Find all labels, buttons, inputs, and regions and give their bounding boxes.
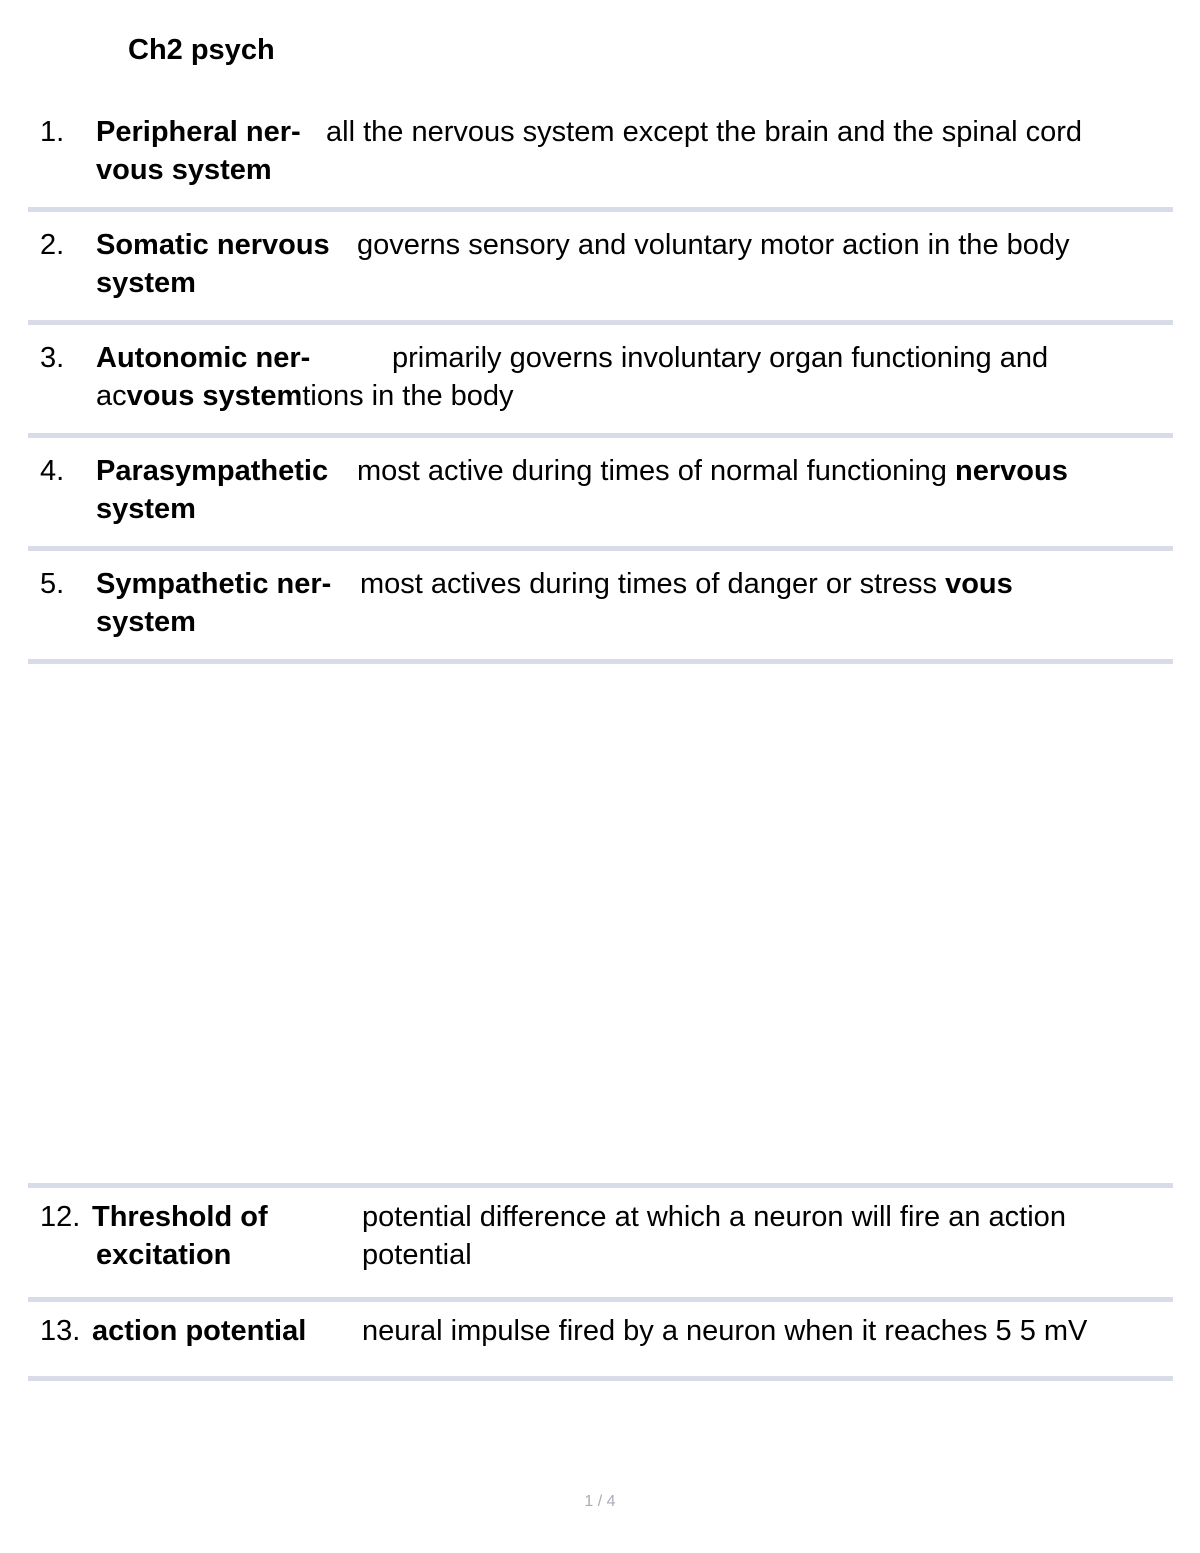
term-name-line-2: vous system: [96, 154, 272, 186]
term-definition-text: most active during times of normal functioning: [357, 455, 947, 487]
term-name-trailing: nervous: [955, 455, 1068, 487]
term-number: 3.: [40, 342, 65, 374]
term-definition-fragment: tions in the body: [302, 380, 514, 412]
term-name-line-2: system: [96, 267, 196, 299]
term-definition-fragment: ac: [96, 380, 127, 412]
term-number: 1.: [40, 116, 65, 148]
term-name-line-1: Sympathetic ner-: [96, 568, 332, 600]
row-divider: [28, 320, 1173, 325]
row-divider: [28, 1376, 1173, 1381]
term-name: [96, 452, 328, 528]
term-definition: [360, 565, 1013, 603]
term-definition: governs sensory and voluntary motor action in the body: [357, 229, 1070, 261]
page-indicator: 1 / 4: [584, 1493, 616, 1510]
term-name-line-1: Peripheral ner-: [96, 116, 301, 148]
row-divider: [28, 546, 1173, 551]
term-name-line-2: system: [96, 493, 196, 525]
row-divider: [28, 433, 1173, 438]
term-name-line-1: Autonomic ner-: [96, 342, 311, 374]
term-name: [96, 113, 301, 189]
row-divider: [28, 1183, 1173, 1188]
term-definition-line-1: potential difference at which a neuron will fire an action: [362, 1201, 1066, 1233]
term-name-line-1: Threshold of: [92, 1201, 268, 1233]
document-title: Ch2 psych: [128, 34, 275, 66]
term-name: [96, 565, 331, 641]
term-definition: [357, 452, 1068, 490]
term-number: 4.: [40, 455, 65, 487]
term-definition-line-2: potential: [362, 1239, 472, 1271]
term-name-line-2: excitation: [96, 1239, 232, 1271]
term-number: 12.: [40, 1201, 81, 1233]
term-name-line-1: Somatic nervous: [96, 229, 330, 261]
term-name: [96, 226, 330, 302]
term-name-line-2: vous system: [126, 380, 303, 412]
term-name-line-1: Parasympathetic: [96, 455, 329, 487]
term-definition: [362, 1198, 1066, 1274]
row-divider: [28, 1297, 1173, 1302]
term-number: 5.: [40, 568, 65, 600]
term-name-trailing: vous: [945, 568, 1013, 600]
term-definition-line-1: primarily governs involuntary organ functioning and: [392, 342, 1049, 374]
term-definition: all the nervous system except the brain and the spinal cord: [326, 116, 1083, 148]
term-definition-text: most actives during times of danger or stress: [360, 568, 938, 600]
term-number: 2.: [40, 229, 65, 261]
term-name-line-2: system: [96, 606, 196, 638]
term-name: [92, 1198, 268, 1274]
term-definition-line-2: [96, 377, 514, 415]
term-number: 13.: [40, 1315, 81, 1347]
term-definition: neural impulse fired by a neuron when it reaches 5 5 mV: [362, 1315, 1088, 1347]
term-name: action potential: [92, 1315, 307, 1347]
row-divider: [28, 659, 1173, 664]
row-divider: [28, 207, 1173, 212]
